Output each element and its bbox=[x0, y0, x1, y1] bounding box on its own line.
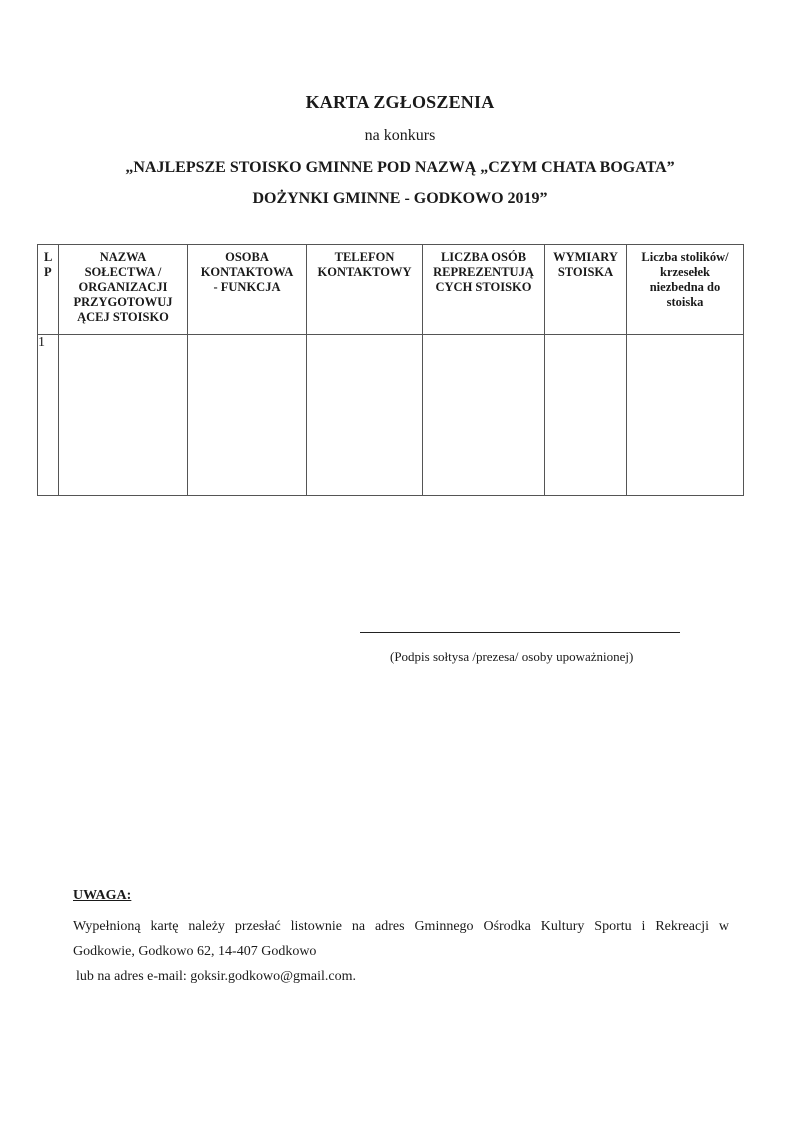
contact-cell[interactable] bbox=[188, 335, 307, 496]
tables-cell[interactable] bbox=[627, 335, 744, 496]
note-line: Wypełnioną kartę należy przesłać listownie na adres Gminnego Ośrodka Kultury Sportu i Rekreacji w bbox=[73, 919, 729, 934]
column-header-people bbox=[423, 245, 545, 335]
signature-label: (Podpis sołtysa /prezesa/ osoby upoważnionej) bbox=[390, 649, 634, 664]
name-cell[interactable] bbox=[59, 335, 188, 496]
header-line: ĄCEJ STOISKO bbox=[77, 310, 169, 324]
row-lp-cell: 1 bbox=[38, 335, 59, 496]
header-line: TELEFON bbox=[334, 250, 395, 264]
dimensions-cell[interactable] bbox=[545, 335, 627, 496]
form-title: KARTA ZGŁOSZENIA bbox=[305, 92, 495, 112]
note-line: Godkowie, Godkowo 62, 14-407 Godkowo bbox=[73, 944, 317, 959]
column-header-tables bbox=[627, 245, 744, 335]
note-heading: UWAGA: bbox=[73, 888, 132, 903]
table-row bbox=[38, 335, 744, 496]
lp-header-line: L bbox=[44, 250, 53, 264]
header-line: niezbedna do bbox=[649, 280, 721, 294]
header-line: Liczba stolików/ bbox=[641, 250, 729, 264]
table-header-row bbox=[38, 245, 744, 335]
header-line: KONTAKTOWA bbox=[200, 265, 294, 279]
header-line: KONTAKTOWY bbox=[317, 265, 412, 279]
column-header-phone bbox=[307, 245, 423, 335]
note-email-line: lub na adres e-mail: goksir.godkowo@gmail.com. bbox=[76, 969, 357, 984]
column-header-contact bbox=[188, 245, 307, 335]
header-line: - FUNKCJA bbox=[213, 280, 281, 294]
header-line: PRZYGOTOWUJ bbox=[73, 295, 173, 309]
form-subtitle: na konkurs bbox=[364, 127, 436, 144]
header-line: stoiska bbox=[666, 295, 704, 309]
people-cell[interactable] bbox=[423, 335, 545, 496]
lp-header-line: P bbox=[44, 265, 52, 279]
note-body bbox=[73, 914, 729, 989]
header-line: LICZBA OSÓB bbox=[440, 250, 527, 264]
event-name: DOŻYNKI GMINNE - GODKOWO 2019” bbox=[252, 190, 548, 207]
column-header-name bbox=[59, 245, 188, 335]
header-line: STOISKA bbox=[557, 265, 614, 279]
application-table bbox=[37, 244, 744, 496]
column-header-dimensions bbox=[545, 245, 627, 335]
header-line: OSOBA bbox=[225, 250, 269, 264]
phone-cell[interactable] bbox=[307, 335, 423, 496]
signature-line[interactable] bbox=[360, 632, 680, 633]
header-line: ORGANIZACJI bbox=[78, 280, 168, 294]
header-line: CYCH STOISKO bbox=[435, 280, 532, 294]
header-line: SOŁECTWA / bbox=[84, 265, 162, 279]
contest-name: „NAJLEPSZE STOISKO GMINNE POD NAZWĄ „CZYM CHATA BOGATA” bbox=[125, 159, 675, 176]
header-line: krzesełek bbox=[660, 265, 710, 279]
header-line: WYMIARY bbox=[553, 250, 618, 264]
header-line: REPREZENTUJĄ bbox=[433, 265, 534, 279]
column-header-lp bbox=[38, 245, 59, 335]
header-line: NAZWA bbox=[99, 250, 147, 264]
